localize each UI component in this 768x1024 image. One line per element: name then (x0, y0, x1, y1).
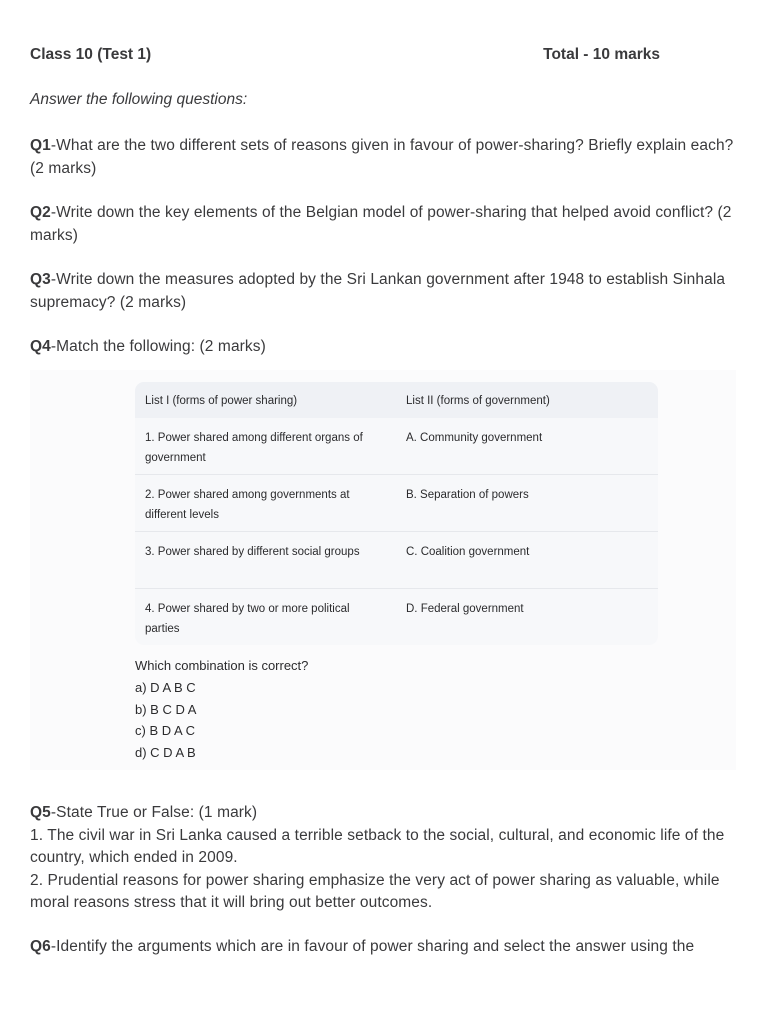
table-row (135, 531, 658, 588)
question-text: -Write down the key elements of the Belgian model of power-sharing that helped avoid conflict? (2 marks) (30, 204, 732, 244)
question-text: -Write down the measures adopted by the Sri Lankan government after 1948 to establish Sinhala supremacy? (2 marks) (30, 271, 726, 311)
class-title: Class 10 (Test 1) (30, 46, 152, 63)
table-cell: D. Federal government (406, 603, 524, 615)
question-number: Q4 (30, 338, 51, 355)
table-cell: 1. Power shared among different organs of government (145, 432, 363, 464)
table-cell: 3. Power shared by different social groups (145, 546, 360, 558)
table-cell: 4. Power shared by two or more political parties (145, 603, 350, 635)
table-cell: B. Separation of powers (406, 489, 529, 501)
choice-option-a: a) D A B C (135, 679, 196, 695)
table-row (135, 418, 658, 474)
question-5 (30, 802, 735, 915)
instructions: Answer the following questions: (30, 91, 248, 108)
statement-2: 2. Prudential reasons for power sharing emphasize the very act of power sharing as valuable, while moral reasons stress that it will bring out better outcomes. (30, 871, 720, 911)
choice-option-b: b) B C D A (135, 701, 197, 717)
match-table (135, 382, 658, 645)
question-3 (30, 269, 735, 314)
statement-1: 1. The civil war in Sri Lanka caused a terrible setback to the social, cultural, and economic life of the country, which ended in 2009. (30, 826, 725, 866)
question-number: Q3 (30, 271, 51, 288)
question-text: -What are the two different sets of reasons given in favour of power-sharing? Briefly explain each? (2 marks) (30, 137, 734, 177)
total-marks: Total - 10 marks (543, 46, 660, 63)
question-text: -Identify the arguments which are in favour of power sharing and select the answer using the (50, 938, 695, 955)
choice-option-c: c) B D A C (135, 723, 195, 739)
question-6 (30, 936, 735, 959)
question-number: Q6 (30, 938, 51, 955)
question-number: Q5 (30, 804, 51, 821)
question-number: Q1 (30, 137, 51, 154)
question-text: -Match the following: (2 marks) (50, 338, 266, 355)
answer-choices (135, 655, 308, 764)
question-1 (30, 135, 735, 180)
table-cell: A. Community government (406, 432, 543, 444)
header-row (30, 46, 660, 68)
table-row (135, 588, 658, 645)
choices-prompt: Which combination is correct? (135, 658, 309, 673)
column-header-list-2: List II (forms of government) (406, 395, 550, 407)
table-cell: 2. Power shared among governments at different levels (145, 489, 350, 521)
question-2 (30, 202, 735, 247)
column-header-list-1: List I (forms of power sharing) (145, 395, 298, 407)
table-cell: C. Coalition government (406, 546, 530, 558)
choice-option-d: d) C D A B (135, 745, 196, 761)
table-row (135, 474, 658, 531)
question-4 (30, 336, 735, 359)
question-number: Q2 (30, 204, 51, 221)
question-text: -State True or False: (1 mark) (50, 804, 258, 821)
match-table-header (135, 382, 658, 418)
